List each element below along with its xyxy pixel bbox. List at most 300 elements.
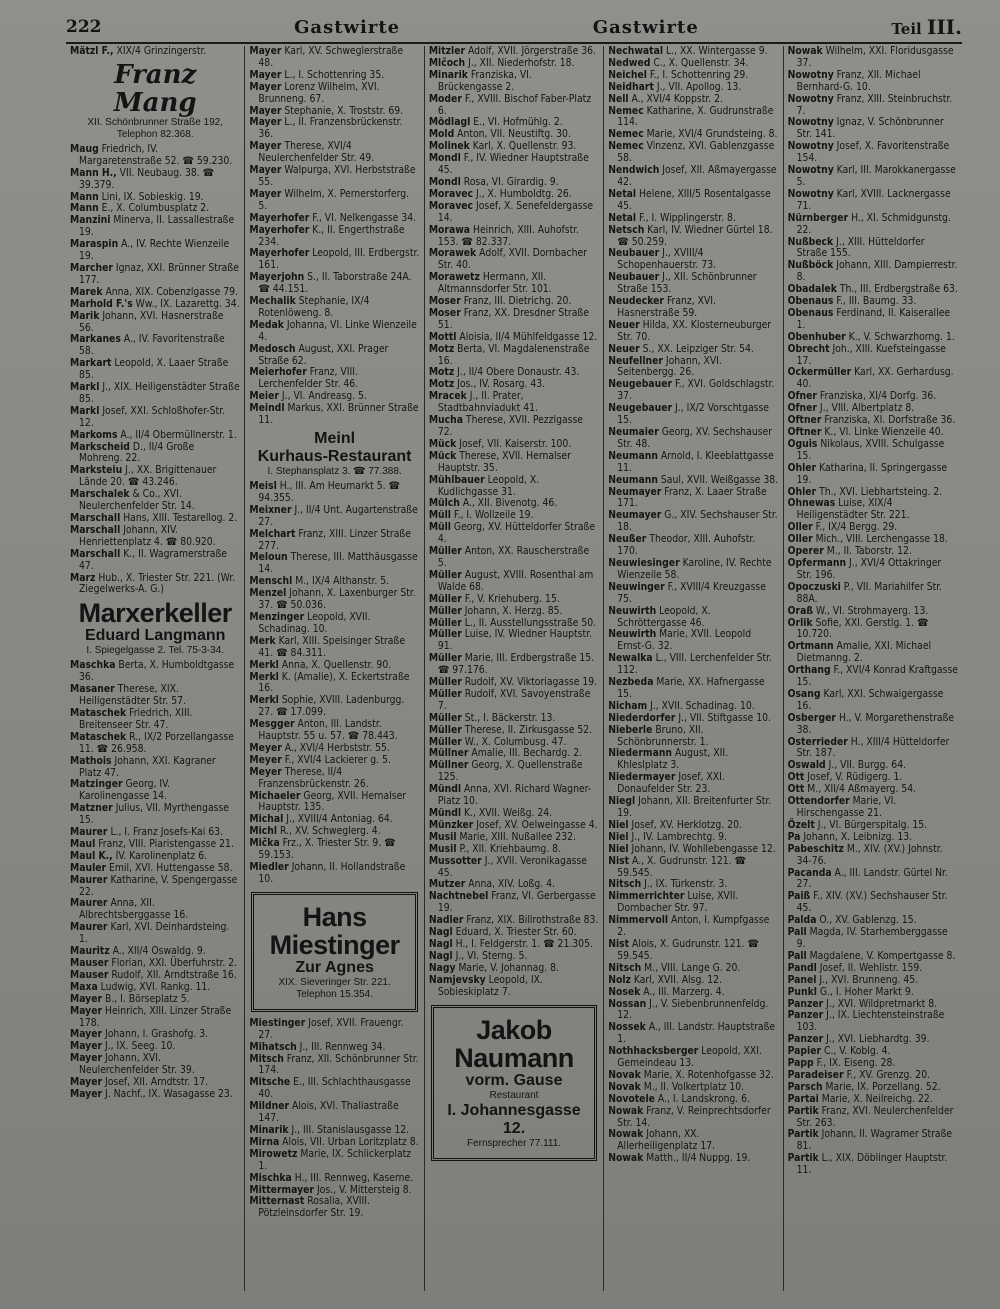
directory-entry [788,891,958,915]
directory-entry [788,796,958,820]
entry-name: Medosch [249,342,296,355]
entry-address: J., XVII. Veronikagasse 45. [437,854,587,879]
directory-entry [608,891,778,915]
entry-name: Mittermayer [249,1183,314,1196]
entry-address: Marie, XVII. Leopold Ernst-G. 32. [617,628,752,653]
entry-address: XIX/4 Grinzingerstr. [113,46,207,57]
entry-address: Luise, XIX/4 Heiligenstädter Str. 221. [796,497,910,522]
entry-address: A., X. Gudrunstr. 121. ☎ 59.545. [617,854,747,879]
entry-name: Mayer [249,116,282,129]
entry-address: Vinzenz, XVI. Gablenzgasse 58. [617,140,775,165]
ad-headline: Franz Mang [113,59,197,118]
entry-address: Theodor, XIII. Auhofstr. 170. [617,533,756,558]
entry-name: Mauritz [70,945,110,958]
entry-name: Nachtnebel [428,890,489,903]
directory-entry [608,296,778,320]
entry-name: Obenaus [787,295,834,308]
entry-address: Leopold, XXI. Gemeindeau 13. [617,1045,762,1070]
entry-name: Pandl [787,961,817,974]
entry-name: Moravec [428,187,474,200]
entry-name: Marik [70,309,100,322]
entry-name: Niegl [608,795,636,808]
entry-name: Mayer [70,1087,103,1100]
directory-entry [608,165,778,189]
entry-name: Papp [787,1057,814,1070]
directory-entry [608,379,778,403]
directory-entry [70,311,240,335]
entry-name: Nagy [428,961,456,974]
directory-entry [608,558,778,582]
directory-entry [429,784,599,808]
entry-name: Nowotny [787,187,834,200]
entry-name: Maxa [70,980,98,993]
entry-address: Leopold, IX. Sobieskiplatz 7. [437,973,543,998]
entry-address: Johann, XX. Allerheiligenplatz 17. [617,1128,716,1153]
entry-address: Mich., VIII. Lerchengasse 18. [812,533,948,546]
entry-address: Josef, XXI. Donaufelder Str. 23. [617,771,725,796]
entry-address: J., II/4 Unt. Augartenstraße 27. [258,503,418,528]
directory-entry [249,1018,419,1042]
entry-name: Mutzer [428,878,466,891]
entry-name: Mann [70,190,99,203]
entry-address: Anton, XX. Rauscherstraße 5. [437,545,590,569]
page-header [66,12,962,44]
directory-entry [788,498,958,522]
entry-name: Mička [249,837,280,850]
directory-entry [249,46,419,70]
entry-address: Amalie, III. Bechardg. 2. [468,747,583,760]
entry-address: Josef, XII. Aßmayergasse 42. [617,164,777,188]
entry-address: Magdalene, V. Kompertgasse 8. [806,949,956,962]
entry-name: Marschalek [70,488,130,501]
entry-name: Matzinger [70,778,123,791]
entry-address: Saul, XVII. Weißgasse 38. [657,473,779,486]
entry-address: Georg, X. Quellenstraße 125. [437,759,583,784]
entry-name: Mödlagl [428,116,471,129]
entry-address: L., I. Schottenring 35. [281,68,385,81]
entry-name: Partik [787,1128,819,1141]
entry-name: Marcher [70,261,113,274]
entry-address: Josef, XV. Herklotzg. 20. [628,818,742,831]
entry-address: Josef, II. Wehlistr. 159. [816,961,923,974]
entry-address: Johann, X. Laxenburger Str. 37. ☎ 50.036. [258,587,416,612]
directory-entry [608,677,778,701]
entry-address: Marie, V. Johannag. 8. [455,961,559,974]
directory-entry [70,898,240,922]
entry-name: Maschka [70,659,116,672]
entry-name: Mucha [428,414,463,427]
entry-name: Musil [428,842,457,855]
entry-name: Parsch [787,1080,823,1093]
entry-address: Marie, X. Rotenhofgasse 32. [640,1068,774,1081]
advertisement [70,599,240,657]
entry-name: Marschall [70,547,121,560]
entry-address: Emil, XVI. Huttengasse 58. [106,861,233,874]
entry-name: Nagl [428,937,453,950]
entry-address: Marie, X. Neilreichg. 22. [818,1092,933,1105]
entry-address: Therese, II. Zirkusgasse 52. [461,723,593,736]
entry-name: Newalka [608,652,653,665]
entry-name: Neuwirth [608,604,657,617]
entry-address: Franz, XVI. Neulerchenfelder Str. 263. [796,1104,954,1129]
entry-address: A., I. Landskrong. 6. [654,1092,750,1105]
entry-address: Luise, IV. Wiedner Hauptstr. 91. [437,628,592,653]
entry-address: Therese, XVI/4 Neulerchenfelder Str. 49. [258,140,375,165]
entry-address: Anna, XVI. Richard Wagner-Platz 10. [437,783,592,808]
directory-entry [608,427,778,451]
ad-line: I. Stephansplatz 3. ☎ 77.388. [267,466,402,477]
entry-name: Markscheid [70,440,130,453]
entry-address: F., XVIII/4 Kreuzgasse 75. [617,580,766,605]
entry-name: Motz [428,342,455,355]
entry-name: Neufellner [608,354,663,367]
directory-entry [608,1129,778,1153]
entry-name: Marek [70,285,103,298]
entry-address: Franziska, VI. Brückengasse 2. [437,68,532,93]
entry-name: Mitsch [249,1052,284,1065]
entry-name: Nimmerrichter [608,890,685,903]
entry-name: Ortmann [787,640,834,653]
entry-name: Nemec [608,140,644,153]
entry-address: Hilda, XX. Klosterneuburger Str. 70. [617,318,772,343]
directory-entry [608,403,778,427]
entry-address: J., IX. Liechtensteinstraße 103. [796,1009,945,1034]
entry-address: K., II. Wagramerstraße 47. [79,547,227,572]
entry-address: Katharine, V. Spengergasse 22. [79,873,238,898]
part-label-text: Teil [891,20,922,38]
entry-name: Mündl [428,783,462,796]
entry-address: Hub., X. Triester Str. 221. (Wr. Ziegelwerks-A. G.) [79,571,236,596]
entry-address: Georg, XV. Hütteldorfer Straße 4. [437,521,596,546]
entry-name: Ockermüller [787,366,852,379]
entry-name: Nowotny [787,116,834,129]
entry-address: W., X. Columbusg. 47. [461,735,567,748]
entry-address: Leopold, X. Kudlichgasse 31. [437,473,540,498]
entry-name: Mischka [249,1171,292,1184]
entry-address: Karl, XIII. Speisinger Straße 41. ☎ 84.311. [258,634,406,659]
directory-entry [608,582,778,606]
directory-entry [608,189,778,213]
directory-column [245,46,424,1291]
entry-address: Walpurga, XVI. Herbststraße 55. [258,164,416,188]
entry-name: Opfermann [787,556,847,569]
entry-name: Mottl [428,330,457,343]
entry-name: Palda [787,914,817,927]
entry-address: Josef, XXI. Schloßhofer-Str. 12. [79,404,225,429]
entry-address: L., I. Franz Josefs-Kai 63. [107,826,223,839]
entry-name: Paiß [787,890,811,903]
entry-name: Masaner [70,683,115,696]
ad-line: Fernsprecher 77.111. [466,1137,562,1149]
entry-name: Marksteiu [70,464,123,477]
entry-name: Müllner [428,759,469,772]
entry-address: E., X. Columbusplatz 2. [98,202,210,215]
entry-name: Meloun [249,551,288,564]
entry-name: Maug [70,142,99,155]
entry-address: Franz, XII. Michael Bernhard-G. 10. [796,68,921,93]
entry-name: Markl [70,404,100,417]
entry-address: Markus, XXI. Brünner Straße 11. [258,402,419,427]
directory-entry [249,117,419,141]
entry-address: Johann, X. Leibnizg. 13. [800,830,913,843]
entry-address: A., III. Landstr. Gürtel Nr. 27. [796,866,948,891]
entry-address: Friedrich, XIII. Breitenseer Str. 47. [79,706,193,731]
entry-address: W., VI. Strohmayerg. 13. [812,604,929,617]
entry-name: Mayer [70,1052,103,1065]
entry-name: Oraß [787,604,813,617]
directory-entry [608,1153,778,1165]
entry-address: Josef, X. Senefeldergasse 14. [437,199,594,224]
ad-headline: Marxerkeller [78,598,232,629]
directory-entry [249,862,419,886]
entry-name: Neubauer [608,271,660,284]
entry-name: Mayer [249,164,282,177]
directory-entry [608,272,778,296]
entry-address: J., VI. Bürgerspitalg. 15. [814,818,928,831]
entry-name: Mracek [428,390,467,403]
entry-address: Jos., V. Mittersteig 8. [314,1183,412,1196]
entry-address: Franz, V. Reinprechtsdorfer Str. 14. [617,1104,771,1129]
entry-name: Ott [787,771,805,784]
entry-name: Merkl [249,670,279,683]
directory-entry [788,713,958,737]
entry-name: Michal [249,813,284,826]
page-number: 222 [66,17,102,37]
directory-entry [70,168,240,192]
entry-name: Moravec [428,199,474,212]
entry-name: Niel [608,842,629,855]
entry-address: Marie, XVI/4 Grundsteing. 8. [643,128,778,141]
entry-name: Netal [608,187,637,200]
entry-name: Meyer [249,741,282,754]
entry-address: J., XIX. Heiligenstädter Straße 85. [79,381,240,405]
entry-name: Oftner [787,414,822,427]
directory-entry [249,719,419,743]
entry-address: Franz, XIII. Linzer Straße 277. [258,527,411,552]
entry-name: Mayer [249,46,282,57]
entry-address: F., XVI. Goldschlagstr. 37. [617,378,775,403]
entry-address: K., VI. Linke Wienzeile 40. [821,426,944,438]
directory-entry [249,367,419,391]
entry-name: Ohnewas [787,497,836,510]
entry-name: Nowak [608,1104,644,1117]
entry-address: G., XIV. Sechshauser Str. 18. [617,509,778,534]
entry-address: Anna, XII. Albrechtsberggasse 16. [79,897,189,922]
entry-name: Osberger [787,711,836,724]
entry-address: J., IX. Türkenstr. 3. [641,878,728,891]
entry-address: A., XVI/4 Herbststr. 55. [281,741,390,754]
entry-address: F., I. Wollzeile 19. [450,509,534,522]
entry-name: Mayer [249,104,282,117]
entry-address: Aloisia, II/4 Mühlfeldgasse 12. [456,330,598,343]
entry-name: Manzini [70,214,111,227]
directory-entry [249,1101,419,1125]
entry-address: R., XV. Schweglerg. 4. [277,825,381,838]
entry-name: Michaeler [249,789,301,802]
entry-name: Mirowetz [249,1147,298,1160]
entry-address: Josef, XII. Arndtstr. 17. [102,1076,209,1089]
entry-address: F., V. Kriehuberg. 15. [461,592,560,605]
entry-name: Nieberle [608,723,653,736]
entry-name: Nechwatal [608,46,664,57]
entry-address: F., XVIII. Bischof Faber-Platz 6. [437,92,592,117]
directory-entry [608,451,778,475]
entry-name: Mayerhofer [249,223,310,236]
entry-address: Johann, II. Hollandstraße 10. [258,861,406,885]
entry-name: Meixner [249,503,292,516]
directory-entry [429,225,599,249]
entry-name: Nist [608,937,630,950]
entry-address: A., II/4 Obermüllnerstr. 1. [117,428,237,441]
entry-name: Neuwiesinger [608,556,680,569]
entry-name: Ohler [787,461,817,474]
entry-name: Marschall [70,512,121,524]
entry-name: Ottendorfer [787,795,850,808]
entry-name: Novak [608,1080,641,1093]
entry-name: Markart [70,357,112,370]
entry-name: Meyer [249,765,282,778]
directory-entry [788,439,958,463]
directory-entry [249,1077,419,1101]
entry-name: Markl [70,381,100,394]
entry-name: Moser [428,295,461,308]
entry-name: Müller [428,568,462,581]
directory-entry [70,1089,240,1101]
entry-address: E., III. Schlachthausgasse 40. [258,1076,411,1101]
entry-name: Mayer [249,140,282,153]
entry-address: Johann, XIV. Henriettenplatz 4. ☎ 80.920. [79,523,216,548]
directory-entry [788,737,958,761]
entry-name: Netsch [608,223,645,236]
entry-address: August, XII. Khleslplatz 3. [617,747,729,772]
entry-name: Neumaier [608,426,659,438]
entry-address: Anton, I. Kumpfgasse 2. [617,914,770,939]
entry-address: Rudolf, XVI. Savoyenstraße 7. [437,687,591,712]
directory-entry [429,94,599,118]
entry-name: Nist [608,854,630,867]
entry-address: Anna, XIV. Loßg. 4. [465,878,555,891]
entry-address: Therese, III. Matthäusgasse 14. [258,551,418,576]
entry-address: St., I. Bäckerstr. 13. [461,711,556,724]
entry-name: Mataschek [70,706,127,719]
entry-address: IV. Karolinenplatz 6. [112,849,208,862]
directory-column [784,46,962,1291]
entry-address: Karl, XVIII. Lacknergasse 71. [796,187,951,212]
entry-name: Mann [70,202,99,215]
entry-address: Johann, XIII. Dampierrestr. 8. [796,259,958,284]
entry-address: A., III. Marzerg. 4. [640,985,725,998]
entry-name: Neugebauer [608,378,673,391]
directory-entry [788,1010,958,1034]
entry-name: Minarik [249,1123,289,1136]
entry-address: K., V. Schwarzhorng. 1. [845,330,955,343]
directory-column [604,46,783,1291]
entry-name: Papier [787,1045,822,1058]
entry-address: J., XVI. Wildpretmarkt 8. [823,997,938,1010]
entry-address: C., V. Koblg. 4. [821,1045,891,1058]
entry-address: F., XVI/4 Konrad Kraftgasse 15. [796,664,958,689]
entry-address: Ludwig, XVI. Rankg. 11. [97,980,211,993]
entry-name: Nossek [608,1021,646,1034]
entry-name: Nosek [608,985,641,998]
entry-address: Minerva, II. Lassallestraße 19. [79,214,235,239]
header-title-left: Gastwirte [294,16,401,38]
entry-address: Ignaz, XXI. Brünner Straße 177. [79,261,239,286]
entry-name: Neudecker [608,295,664,308]
entry-name: Orlik [787,616,813,629]
directory-entry [788,165,958,189]
directory-entry [70,779,240,803]
entry-address: Th., XVI. Liebhartsteing. 2. [816,485,943,498]
ad-line: vorm. Gause [465,1071,563,1089]
entry-name: Maurer [70,873,108,886]
entry-name: Michl [249,825,278,838]
entry-name: Nossan [608,997,647,1010]
entry-name: Nagl [428,949,453,962]
entry-address: F., XVI/4 Lackierer g. 5. [281,753,391,766]
entry-name: Morawetz [428,271,480,284]
entry-name: Müller [428,723,462,736]
entry-address: Stephanie, X. Troststr. 69. [281,104,404,117]
entry-address: F., IV. Wiedner Hauptstraße 45. [437,152,589,177]
entry-address: Johann, XII. Breitenfurter Str. 19. [617,795,772,819]
entry-address: F., I. Schottenring 29. [646,68,749,81]
entry-address: Nikolaus, XVIII. Schulgasse 15. [796,437,945,462]
entry-address: Alois, VII. Urban Loritzplatz 8. [279,1135,419,1148]
directory-entry [608,999,778,1023]
entry-name: Nicham [608,699,648,712]
directory-entry [429,891,599,915]
entry-name: Nowotny [787,92,834,105]
entry-address: Franz, XX. Dresdner Straße 51. [437,306,589,331]
entry-name: Menzinger [249,610,305,623]
entry-address: Marie, XX. Hafnergasse 15. [617,676,765,700]
entry-address: A., III. Landstr. Hauptstraße 1. [617,1021,776,1046]
directory-entry [788,189,958,213]
directory-column [425,46,604,1291]
directory-entry [70,334,240,358]
directory-entry [429,522,599,546]
entry-name: Mülch [428,497,460,510]
directory-entry [249,529,419,553]
directory-entry [249,588,419,612]
entry-address: Sophie, XVIII. Ladenburgg. 27. ☎ 17.099. [258,694,405,719]
directory-entry [249,612,419,636]
directory-entry [249,672,419,696]
directory-entry [788,844,958,868]
entry-name: Neugebauer [608,402,673,415]
entry-name: Nemec [608,128,644,141]
directory-entry [429,70,599,94]
entry-address: Therese, XVII. Hernalser Hauptstr. 35. [437,449,571,474]
entry-address: Anna, X. Quellenstr. 90. [278,658,392,671]
directory-entry [788,558,958,582]
entry-name: Maurer [70,897,108,910]
directory-entry [249,248,419,272]
directory-entry [608,248,778,272]
directory-entry [70,732,240,756]
directory-entry [788,618,958,642]
directory-entry [788,367,958,391]
directory-entry [249,767,419,791]
directory-entry [608,141,778,165]
entry-address: J., XX. Brigittenauer Lände 20. ☎ 43.246. [79,464,217,489]
ad-line: Zur Agnes [295,958,374,976]
directory-entry [249,791,419,815]
entry-address: Luise, XVII. Dornbacher Str. 97. [617,890,739,915]
advertisement [70,61,240,141]
entry-address: Hermann, XII. Altmannsdorfer Str. 101. [437,271,552,296]
